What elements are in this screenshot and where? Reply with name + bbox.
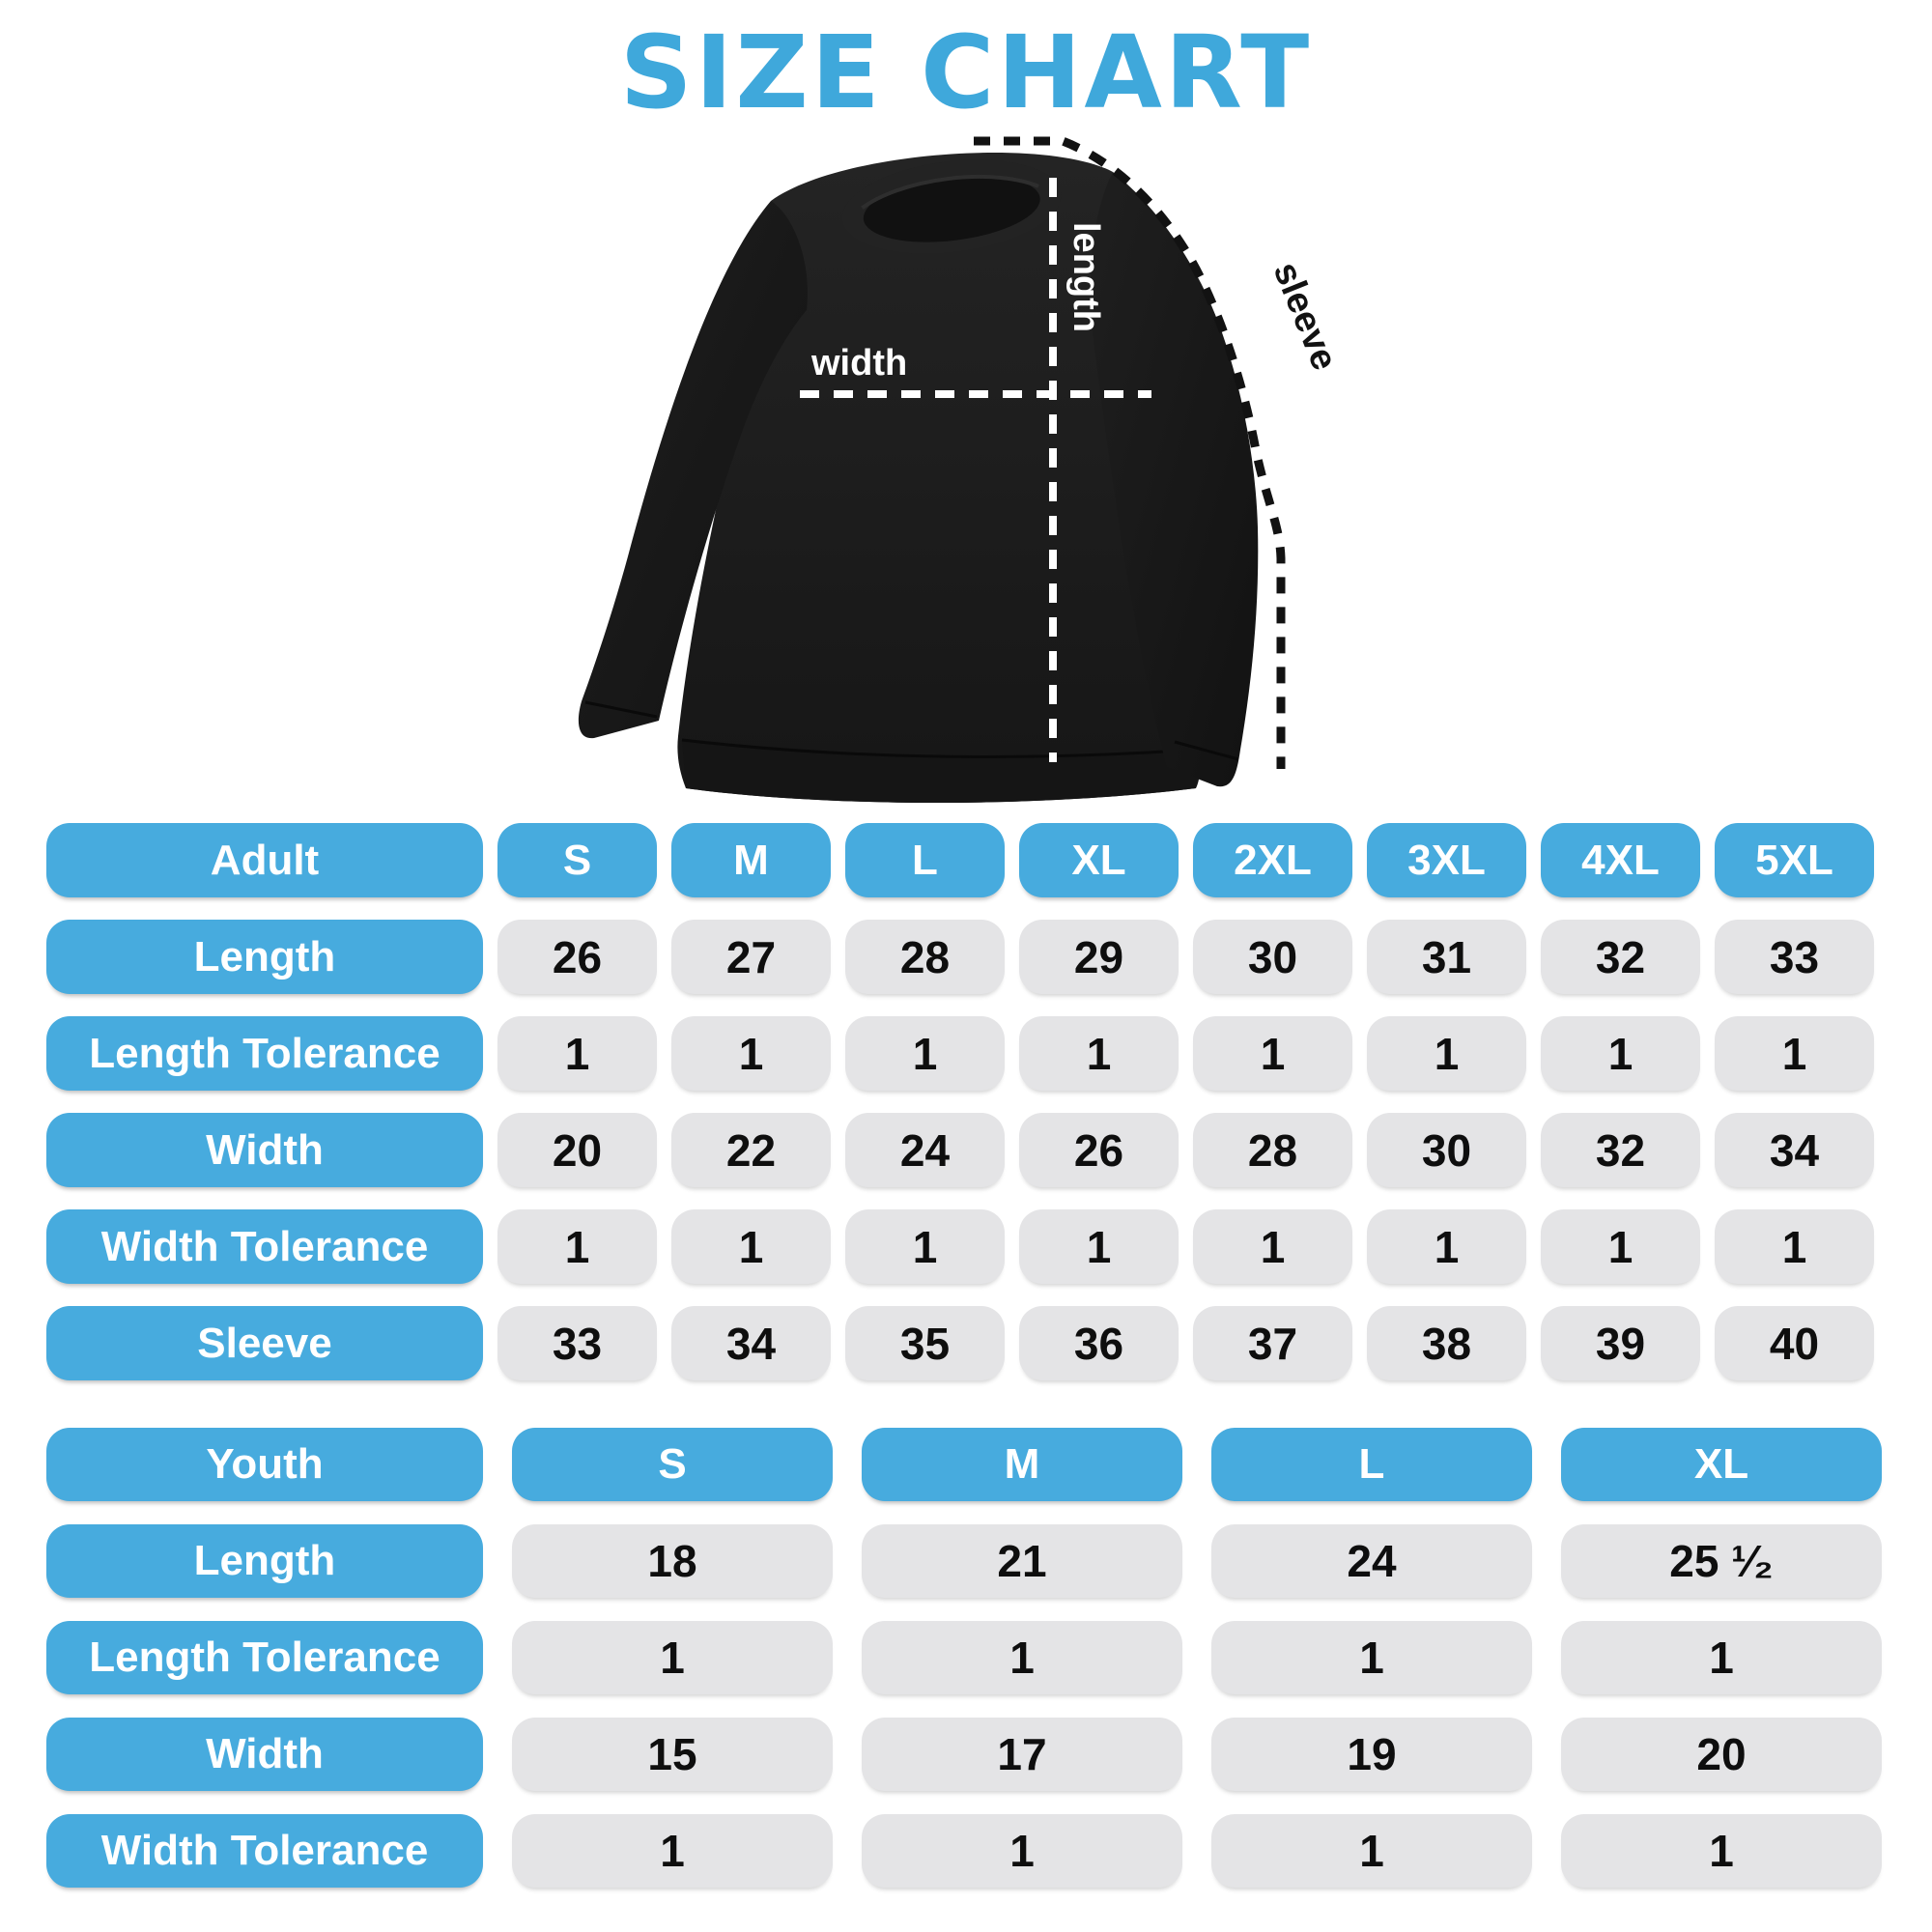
sweatshirt-illustration <box>522 122 1410 827</box>
value-cell: 18 <box>512 1524 833 1598</box>
table-title-pill: Youth <box>46 1428 483 1501</box>
value-cell: 32 <box>1541 920 1700 994</box>
row-label-pill: Sleeve <box>46 1306 483 1380</box>
value-cell: 1 <box>1561 1814 1882 1888</box>
value-cell: 32 <box>1541 1113 1700 1187</box>
size-column-header-pill: L <box>1211 1428 1532 1501</box>
value-cell: 1 <box>1019 1209 1179 1284</box>
value-cell: 22 <box>671 1113 831 1187</box>
value-cell: 1 <box>1211 1814 1532 1888</box>
value-cell: 1 <box>497 1016 657 1091</box>
value-cell: 34 <box>671 1306 831 1380</box>
value-cell: 30 <box>1193 920 1352 994</box>
value-cell: 1 <box>862 1814 1182 1888</box>
value-cell: 33 <box>1715 920 1874 994</box>
value-cell: 1 <box>862 1621 1182 1694</box>
value-cell: 26 <box>1019 1113 1179 1187</box>
adult-size-table <box>46 823 1874 1380</box>
row-label-pill: Width <box>46 1113 483 1187</box>
width-label: width <box>811 343 908 384</box>
value-cell: 1 <box>845 1209 1005 1284</box>
value-cell: 20 <box>1561 1718 1882 1791</box>
size-column-header-pill: 2XL <box>1193 823 1352 897</box>
size-column-header-pill: S <box>497 823 657 897</box>
value-cell: 1 <box>845 1016 1005 1091</box>
sweatshirt-measurement-diagram <box>522 122 1410 827</box>
value-cell: 26 <box>497 920 657 994</box>
value-cell: 1 <box>1367 1016 1526 1091</box>
value-cell: 19 <box>1211 1718 1532 1791</box>
value-cell: 39 <box>1541 1306 1700 1380</box>
row-label-pill: Width Tolerance <box>46 1209 483 1284</box>
value-cell: 1 <box>671 1016 831 1091</box>
value-cell: 25 ¹⁄₂ <box>1561 1524 1882 1598</box>
value-cell: 38 <box>1367 1306 1526 1380</box>
value-cell: 40 <box>1715 1306 1874 1380</box>
value-cell: 31 <box>1367 920 1526 994</box>
value-cell: 29 <box>1019 920 1179 994</box>
value-cell: 33 <box>497 1306 657 1380</box>
size-column-header-pill: L <box>845 823 1005 897</box>
value-cell: 24 <box>1211 1524 1532 1598</box>
size-column-header-pill: XL <box>1019 823 1179 897</box>
row-label-pill: Length Tolerance <box>46 1621 483 1694</box>
value-cell: 24 <box>845 1113 1005 1187</box>
value-cell: 1 <box>1019 1016 1179 1091</box>
size-column-header-pill: 5XL <box>1715 823 1874 897</box>
value-cell: 1 <box>512 1814 833 1888</box>
row-label-pill: Length Tolerance <box>46 1016 483 1091</box>
value-cell: 28 <box>845 920 1005 994</box>
value-cell: 34 <box>1715 1113 1874 1187</box>
size-column-header-pill: S <box>512 1428 833 1501</box>
youth-size-table <box>46 1428 1882 1888</box>
value-cell: 1 <box>1211 1621 1532 1694</box>
value-cell: 35 <box>845 1306 1005 1380</box>
sleeve-label: sleeve <box>1264 256 1346 377</box>
value-cell: 28 <box>1193 1113 1352 1187</box>
size-column-header-pill: M <box>671 823 831 897</box>
size-column-header-pill: 4XL <box>1541 823 1700 897</box>
value-cell: 1 <box>497 1209 657 1284</box>
table-title-pill: Adult <box>46 823 483 897</box>
value-cell: 1 <box>1193 1016 1352 1091</box>
value-cell: 37 <box>1193 1306 1352 1380</box>
value-cell: 30 <box>1367 1113 1526 1187</box>
row-label-pill: Length <box>46 920 483 994</box>
value-cell: 1 <box>1193 1209 1352 1284</box>
value-cell: 1 <box>512 1621 833 1694</box>
value-cell: 27 <box>671 920 831 994</box>
row-label-pill: Width <box>46 1718 483 1791</box>
value-cell: 36 <box>1019 1306 1179 1380</box>
value-cell: 1 <box>1715 1209 1874 1284</box>
row-label-pill: Length <box>46 1524 483 1598</box>
value-cell: 20 <box>497 1113 657 1187</box>
value-cell: 1 <box>1715 1016 1874 1091</box>
value-cell: 1 <box>1561 1621 1882 1694</box>
row-label-pill: Width Tolerance <box>46 1814 483 1888</box>
length-label: length <box>1065 222 1106 332</box>
value-cell: 1 <box>671 1209 831 1284</box>
value-cell: 17 <box>862 1718 1182 1791</box>
size-column-header-pill: XL <box>1561 1428 1882 1501</box>
value-cell: 15 <box>512 1718 833 1791</box>
size-column-header-pill: 3XL <box>1367 823 1526 897</box>
value-cell: 1 <box>1541 1016 1700 1091</box>
value-cell: 21 <box>862 1524 1182 1598</box>
size-column-header-pill: M <box>862 1428 1182 1501</box>
value-cell: 1 <box>1541 1209 1700 1284</box>
value-cell: 1 <box>1367 1209 1526 1284</box>
page-title: SIZE CHART <box>619 14 1313 131</box>
